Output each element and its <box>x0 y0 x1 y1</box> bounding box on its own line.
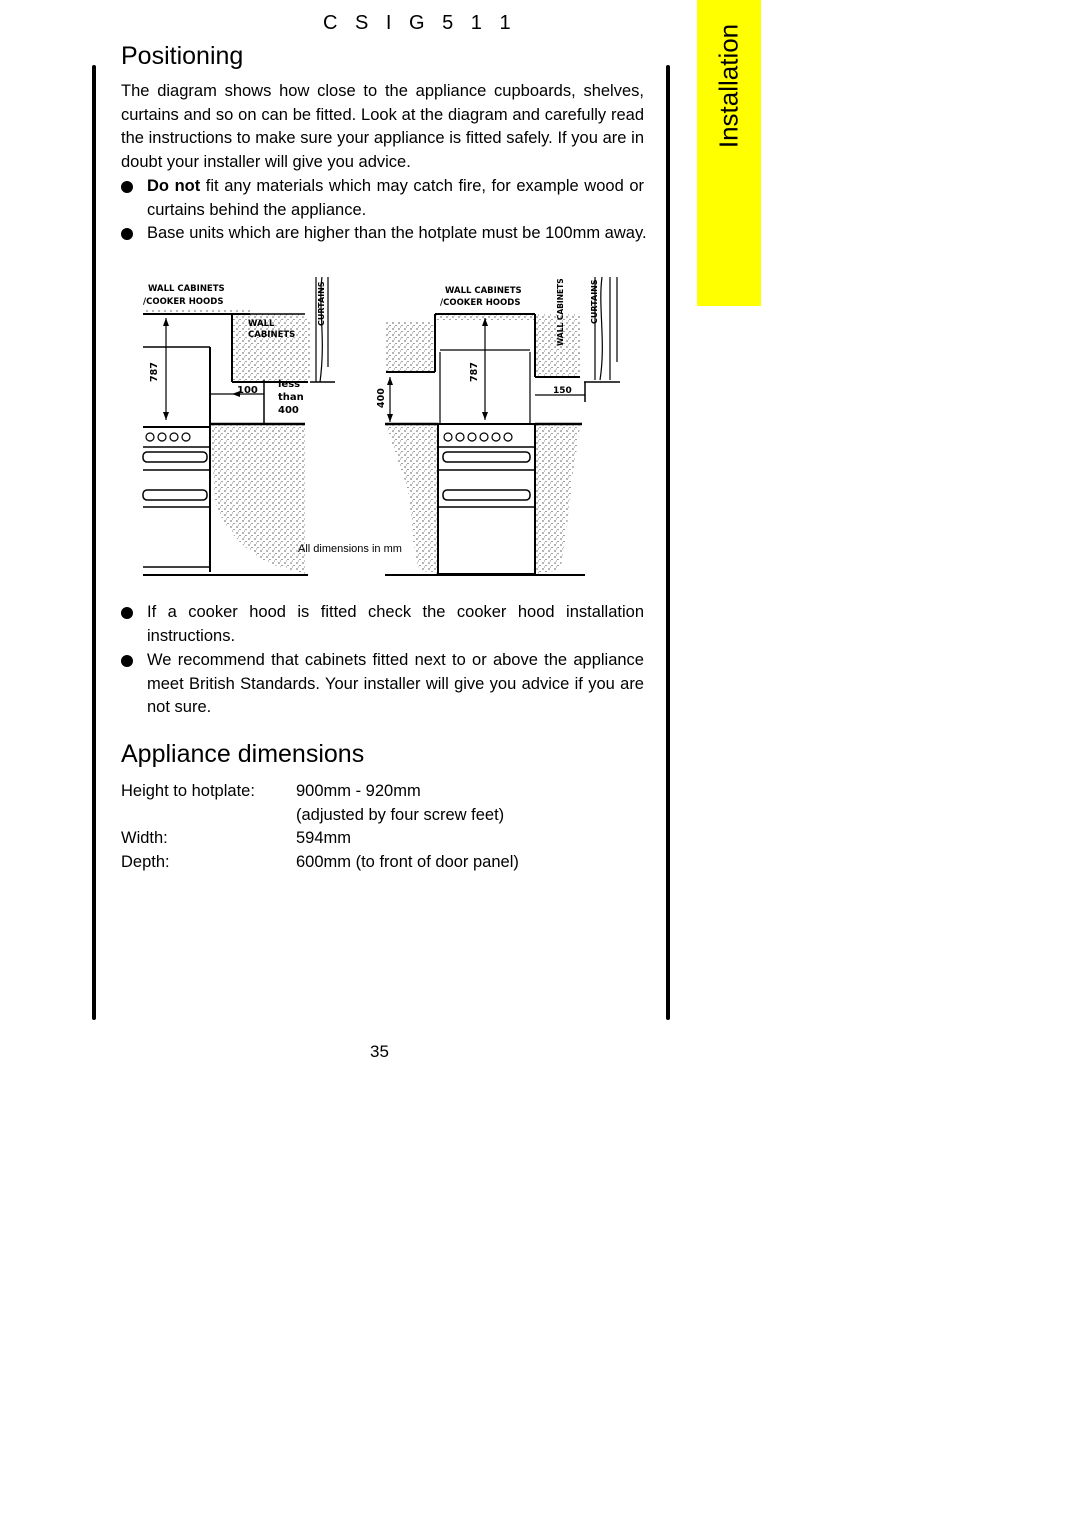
dimension-label: Depth: <box>121 852 170 871</box>
page-number: 35 <box>370 1042 389 1061</box>
dimension-label: Width: <box>121 829 168 847</box>
dimension-label: Height to hotplate: <box>121 782 255 800</box>
bullet-text: Base units which are higher than the hotplate must be 100mm away. <box>147 224 647 242</box>
label-than: than <box>278 392 304 403</box>
right-label-787: 787 <box>469 362 480 382</box>
bullet-cooker-hood <box>121 601 644 648</box>
right-installation-diagram <box>376 277 620 575</box>
left-margin-rule <box>92 65 96 1020</box>
diagram-note: All dimensions in mm <box>298 543 402 555</box>
bullet-text: fit any materials which may catch fire, for example wood or curtains behind the appliance. <box>147 177 644 219</box>
left-label-100: 100 <box>237 385 258 396</box>
right-label-150: 150 <box>553 386 572 396</box>
bullet-text: If a cooker hood is fitted check the cooker hood installation instructions. <box>147 603 644 645</box>
right-label-curtains: CURTAINS <box>590 279 599 324</box>
bullet-dot <box>121 181 133 193</box>
positioning-diagram <box>140 262 660 582</box>
label-400: 400 <box>278 405 299 416</box>
bullet-emphasis: Do not <box>147 177 201 195</box>
dimension-value: 594mm <box>296 829 352 847</box>
section-tab <box>697 0 761 306</box>
right-margin-rule <box>666 65 670 1020</box>
bullet-base-units <box>121 222 647 246</box>
left-label-cabinets: CABINETS <box>248 330 296 340</box>
bullet-dot <box>121 655 133 667</box>
left-label-curtains: CURTAINS <box>317 281 326 326</box>
model-number: C S I G 5 1 1 <box>323 12 517 34</box>
bullet-dot <box>121 607 133 619</box>
section-tab-label: Installation <box>713 23 744 149</box>
positioning-heading: Positioning <box>121 42 244 70</box>
dimension-value: 600mm (to front of door panel) <box>296 852 519 871</box>
right-label-wall-cabinets: WALL CABINETS <box>445 286 522 296</box>
right-label-400: 400 <box>376 388 387 408</box>
label-less: less <box>278 379 301 390</box>
bullet-dot <box>121 228 133 240</box>
dimension-value: (adjusted by four screw feet) <box>296 805 505 824</box>
dimension-value: 900mm - 920mm <box>296 782 421 800</box>
left-installation-diagram <box>143 277 335 575</box>
right-label-wall-cabinets-vertical: WALL CABINETS <box>556 278 565 346</box>
left-label-cooker-hoods: /COOKER HOODS <box>143 297 224 307</box>
bullet-do-not <box>121 175 644 222</box>
left-label-787: 787 <box>149 362 160 382</box>
bullet-text: We recommend that cabinets fitted next to or above the appliance meet British Standards. Your installer will give you advice if you are not sure. <box>147 651 644 716</box>
dimensions-heading: Appliance dimensions <box>121 740 365 768</box>
right-label-cooker-hoods: /COOKER HOODS <box>440 298 521 308</box>
bullet-british-standards <box>121 649 644 720</box>
left-label-wall: WALL <box>248 319 275 329</box>
left-label-wall-cabinets: WALL CABINETS <box>148 284 225 294</box>
positioning-intro: The diagram shows how close to the appliance cupboards, shelves, curtains and so on can be fitted. Look at the diagram and carefully read the instructions to make sure your appliance is fitted safely. If you are in doubt your installer will give you advice. <box>121 82 644 171</box>
